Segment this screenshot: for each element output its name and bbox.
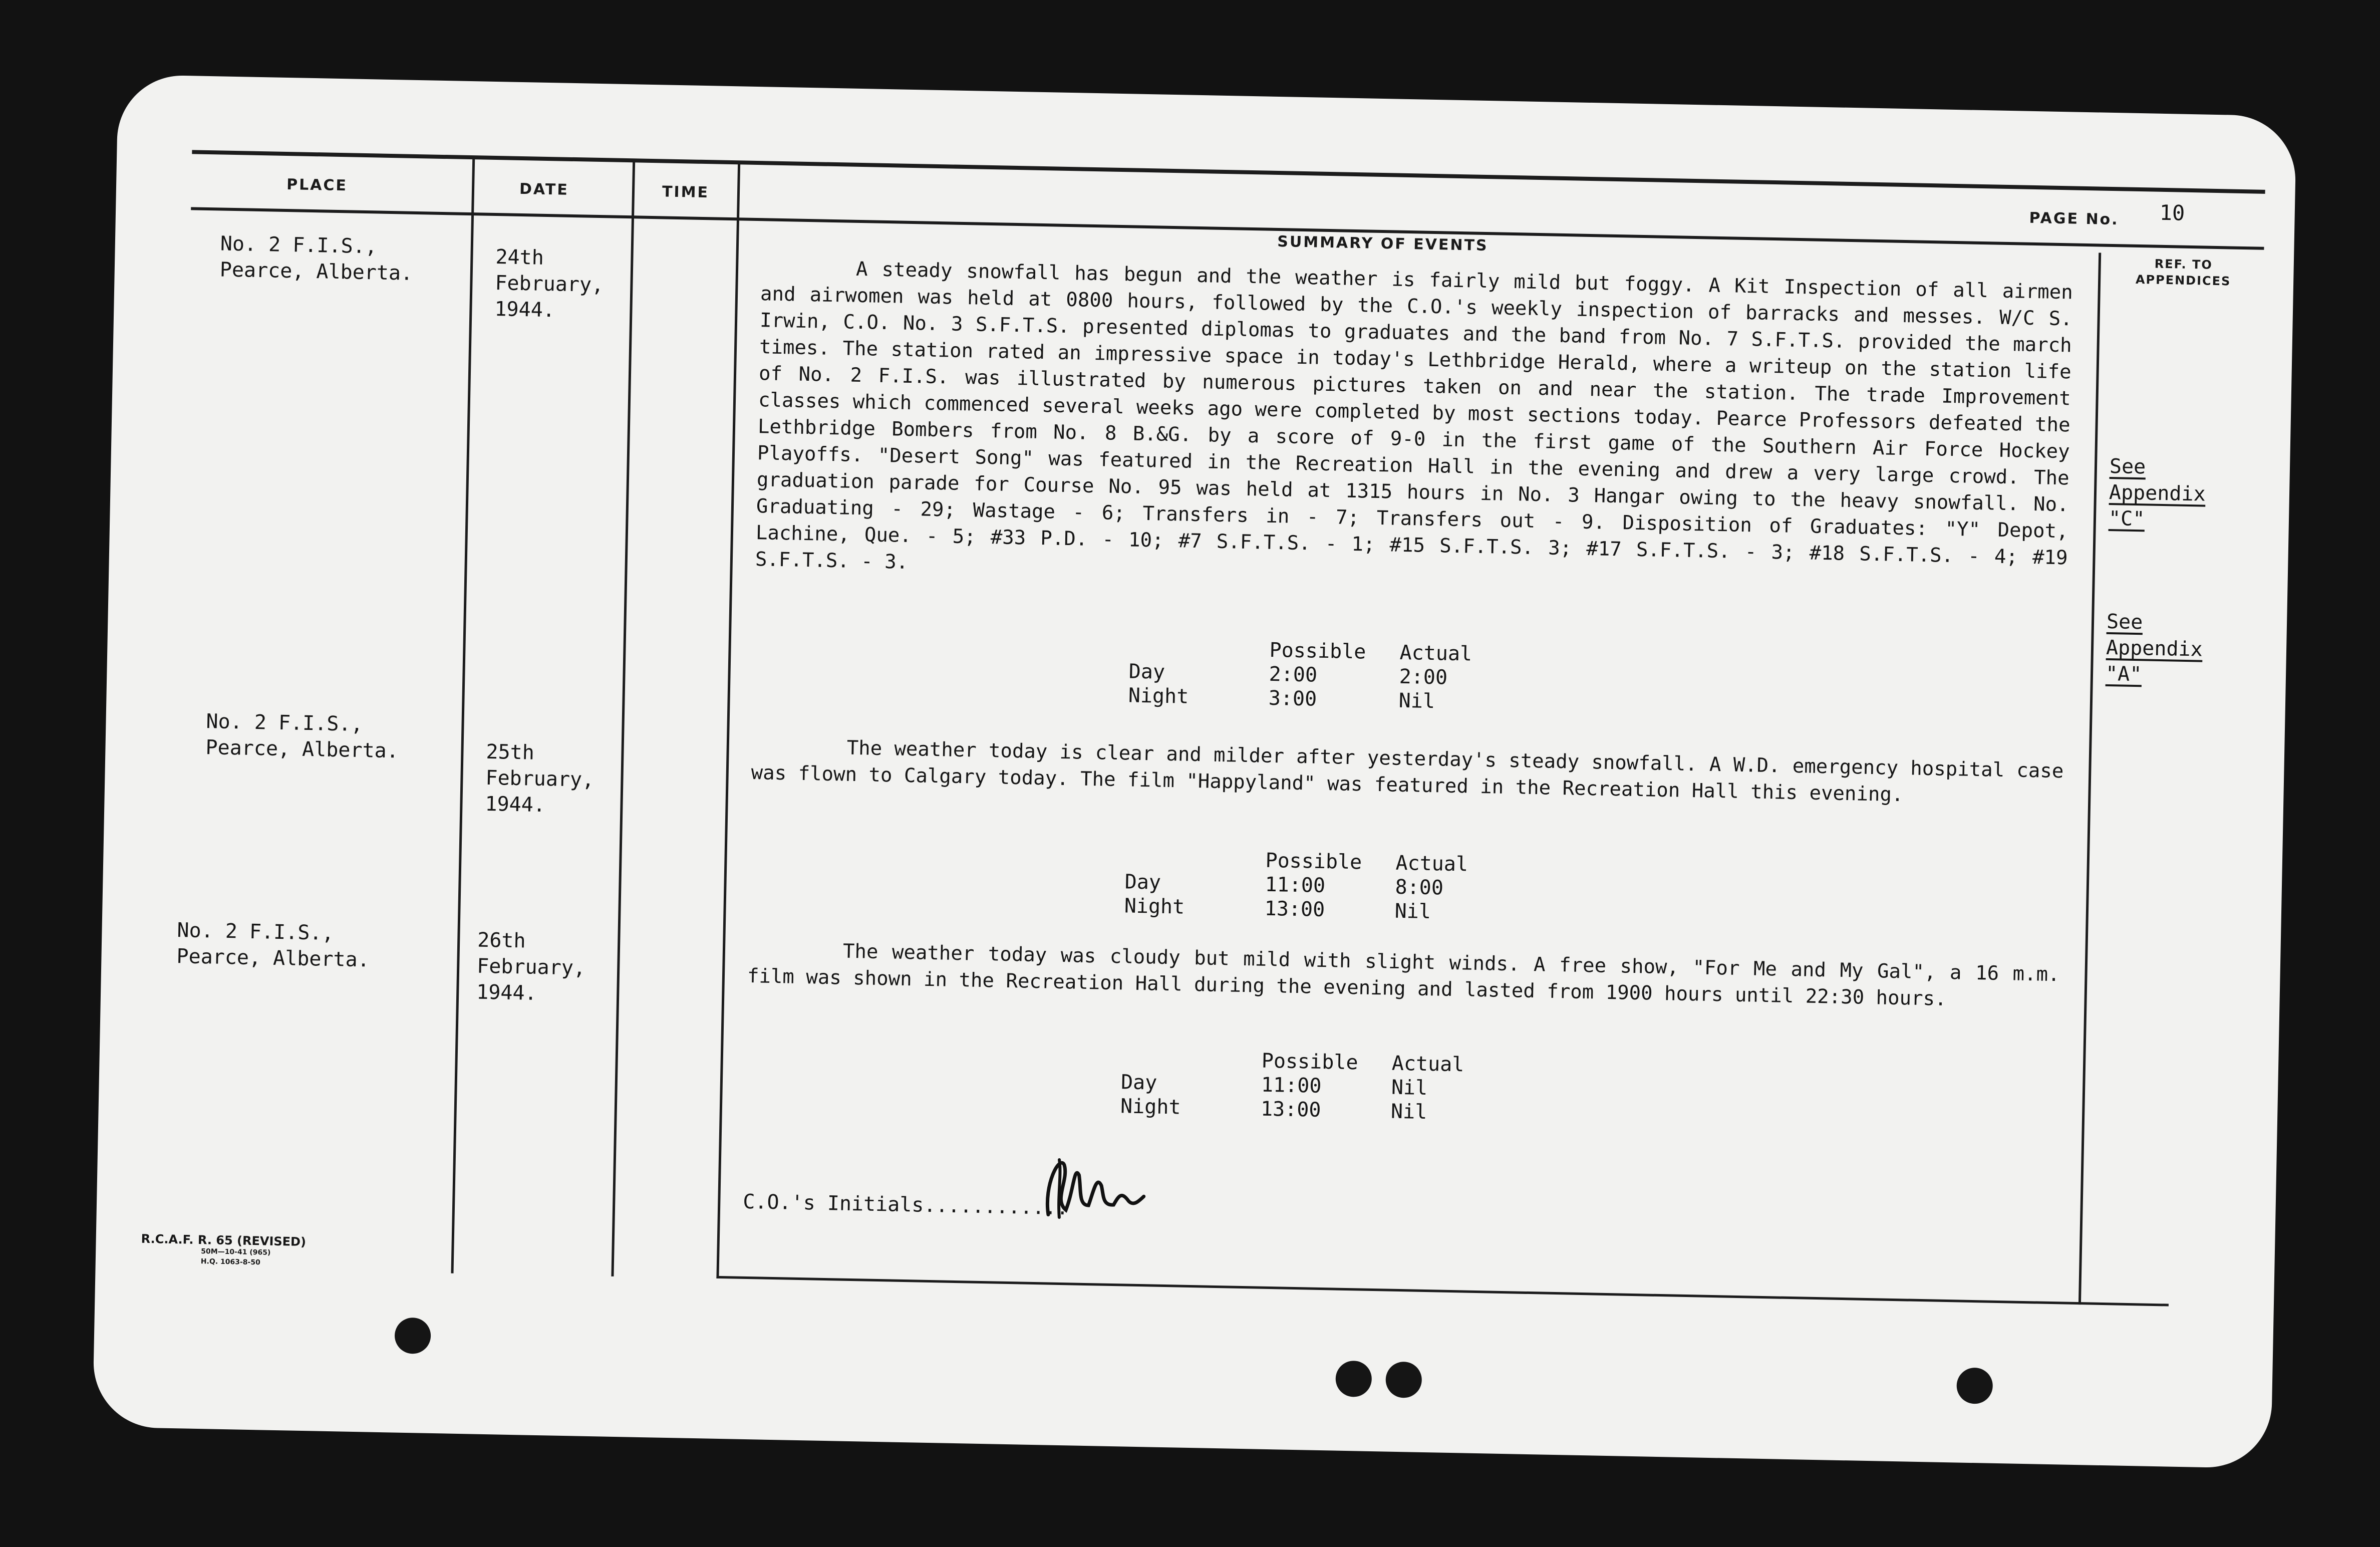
summary-ref-divider: [2078, 252, 2101, 1305]
form-print-run: 50M—10-41 (965): [201, 1247, 271, 1257]
entry-2-place: No. 2 F.I.S., Pearce, Alberta.: [205, 710, 399, 763]
date-header: DATE: [519, 180, 569, 199]
top-rule: [192, 150, 2265, 193]
ref-header: [2108, 255, 2259, 290]
entry-3-night-label: Night: [1120, 1095, 1181, 1119]
entry-2-possible-label: Possible: [1265, 849, 1362, 874]
ref-header-line1: REF. TO: [2154, 256, 2213, 272]
entry-3-place: No. 2 F.I.S., Pearce, Alberta.: [176, 919, 370, 972]
ref-header-line2: APPENDICES: [2135, 272, 2231, 289]
binder-hole: [1956, 1367, 1993, 1404]
entry-3-date: 26th February, 1944.: [476, 928, 586, 1005]
entry-3-actual-label: Actual: [1391, 1052, 1464, 1077]
entry-1-actual-label: Actual: [1399, 641, 1472, 666]
appendix-ref-a: [2106, 609, 2204, 689]
entry-3-summary: The weather today was cloudy but mild with slight winds. A free show, "For Me and My Gal", a 16 m.m. film was shown in the Recreation Hall during the evening and lasted from 1900 hours until 22:30 hours.: [747, 940, 2060, 1010]
summary-header: SUMMARY OF EVENTS: [1277, 232, 1489, 255]
entry-1-summary: A steady snowfall has begun and the weather is fairly mild but foggy. A Kit Inspection of all airmen and airwomen was held at 0800 hours, followed by the C.O.'s weekly inspection of barracks and messes. W/C S. Irwin, C.O. No. 3 S.F.T.S. presented diplomas to graduates and the band from No. 7 S.F.T.S. provided the march times. The station rated an impressive space in today's Lethbridge Herald, where a writeup on the station life of No. 2 F.I.S. was illustrated by numerous pictures taken on and near the station. The trade Improvement classes which commenced several weeks ago were completed by most sections today. Pearce Professors defeated the Lethbridge Bombers from No. 8 B.&G. by a score of 9-0 in the first game of the Southern Air Force Hockey Playoffs. "Desert Song" was featured in the Recreation Hall in the evening and drew a very large crowd. The graduation parade for Course No. 95 was held at 1315 hours in No. 3 Hangar owing to the heavy snowfall. No. Graduating - 29; Wastage - 6; Transfers in - 7; Transfers out - 9. Disposition of Graduates: "Y" Depot, Lachine, Que. - 5; #33 P.D. - 10; #7 S.F.T.S. - 1; #15 S.F.T.S. 3; #17 S.F.T.S. - 3; #18 S.F.T.S. - 4; #19 S.F.T.S. - 3.: [755, 257, 2073, 574]
entry-3-day-possible: 11:00: [1261, 1073, 1322, 1098]
page-label: PAGE No.: [2029, 209, 2119, 229]
entry-3-day-label: Day: [1120, 1071, 1157, 1095]
entry-2-day-possible: 11:00: [1265, 873, 1326, 898]
entry-1-night-label: Night: [1128, 684, 1189, 708]
entry-2-day-actual: 8:00: [1395, 875, 1444, 900]
entry-3-night-actual: Nil: [1390, 1100, 1427, 1124]
appendix-ref-a-appendix: Appendix: [2106, 636, 2203, 661]
entry-1-night-actual: Nil: [1398, 689, 1435, 713]
page-number: 10: [2159, 200, 2185, 225]
entry-1-stats: [1128, 635, 1530, 722]
place-date-divider: [451, 156, 475, 1273]
entry-2-stats: [1124, 845, 1526, 933]
form-footer: [141, 1232, 307, 1268]
co-initials-label: C.O.'s Initials............: [742, 1190, 1069, 1220]
header-rule: [191, 207, 2264, 249]
binder-hole: [1335, 1361, 1372, 1397]
time-summary-divider: [716, 161, 740, 1278]
entry-2-summary: The weather today is clear and milder after yesterday's steady snowfall. A W.D. emergency hospital case was flown to Calgary today. The film "Happyland" was featured in the Recreation Hall this evening.: [751, 736, 2064, 807]
appendix-ref-c-appendix: Appendix: [2109, 480, 2206, 506]
place-header: PLACE: [286, 175, 348, 195]
diary-sheet: [92, 74, 2296, 1468]
co-signature: [1038, 1144, 1150, 1226]
entry-3-night-possible: 13:00: [1260, 1097, 1321, 1122]
date-time-divider: [611, 159, 635, 1276]
form-hq-ref: H.Q. 1063-8-50: [200, 1257, 260, 1267]
entry-2-night-actual: Nil: [1394, 899, 1431, 924]
entry-1-day-possible: 2:00: [1269, 662, 1318, 687]
entry-3-possible-label: Possible: [1261, 1049, 1358, 1075]
entry-1-possible-label: Possible: [1269, 638, 1366, 664]
time-header: TIME: [662, 183, 710, 202]
entry-2-night-label: Night: [1124, 894, 1185, 919]
appendix-ref-c-see: See: [2109, 454, 2146, 479]
entry-2-night-possible: 13:00: [1264, 897, 1325, 922]
entry-2-actual-label: Actual: [1395, 851, 1468, 876]
entry-3-day-actual: Nil: [1391, 1076, 1428, 1100]
appendix-ref-c-letter: "C": [2108, 506, 2145, 531]
appendix-ref-c: [2109, 453, 2207, 534]
entry-1-day-label: Day: [1128, 660, 1165, 684]
entry-2-date: 25th February, 1944.: [485, 740, 594, 817]
entry-1-date: 24th February, 1944.: [494, 245, 604, 322]
entry-1-day-actual: 2:00: [1399, 665, 1448, 689]
entry-1-place: No. 2 F.I.S., Pearce, Alberta.: [219, 232, 413, 285]
binder-hole: [394, 1318, 431, 1354]
form-code: R.C.A.F. R. 65 (REVISED): [141, 1231, 307, 1249]
binder-hole: [1385, 1362, 1422, 1398]
entry-3-stats: [1120, 1046, 1522, 1133]
appendix-ref-a-see: See: [2106, 610, 2143, 634]
entry-2-day-label: Day: [1124, 870, 1161, 894]
bottom-rule: [716, 1276, 2169, 1307]
entry-1-night-possible: 3:00: [1268, 686, 1317, 711]
appendix-ref-a-letter: "A": [2105, 662, 2142, 686]
